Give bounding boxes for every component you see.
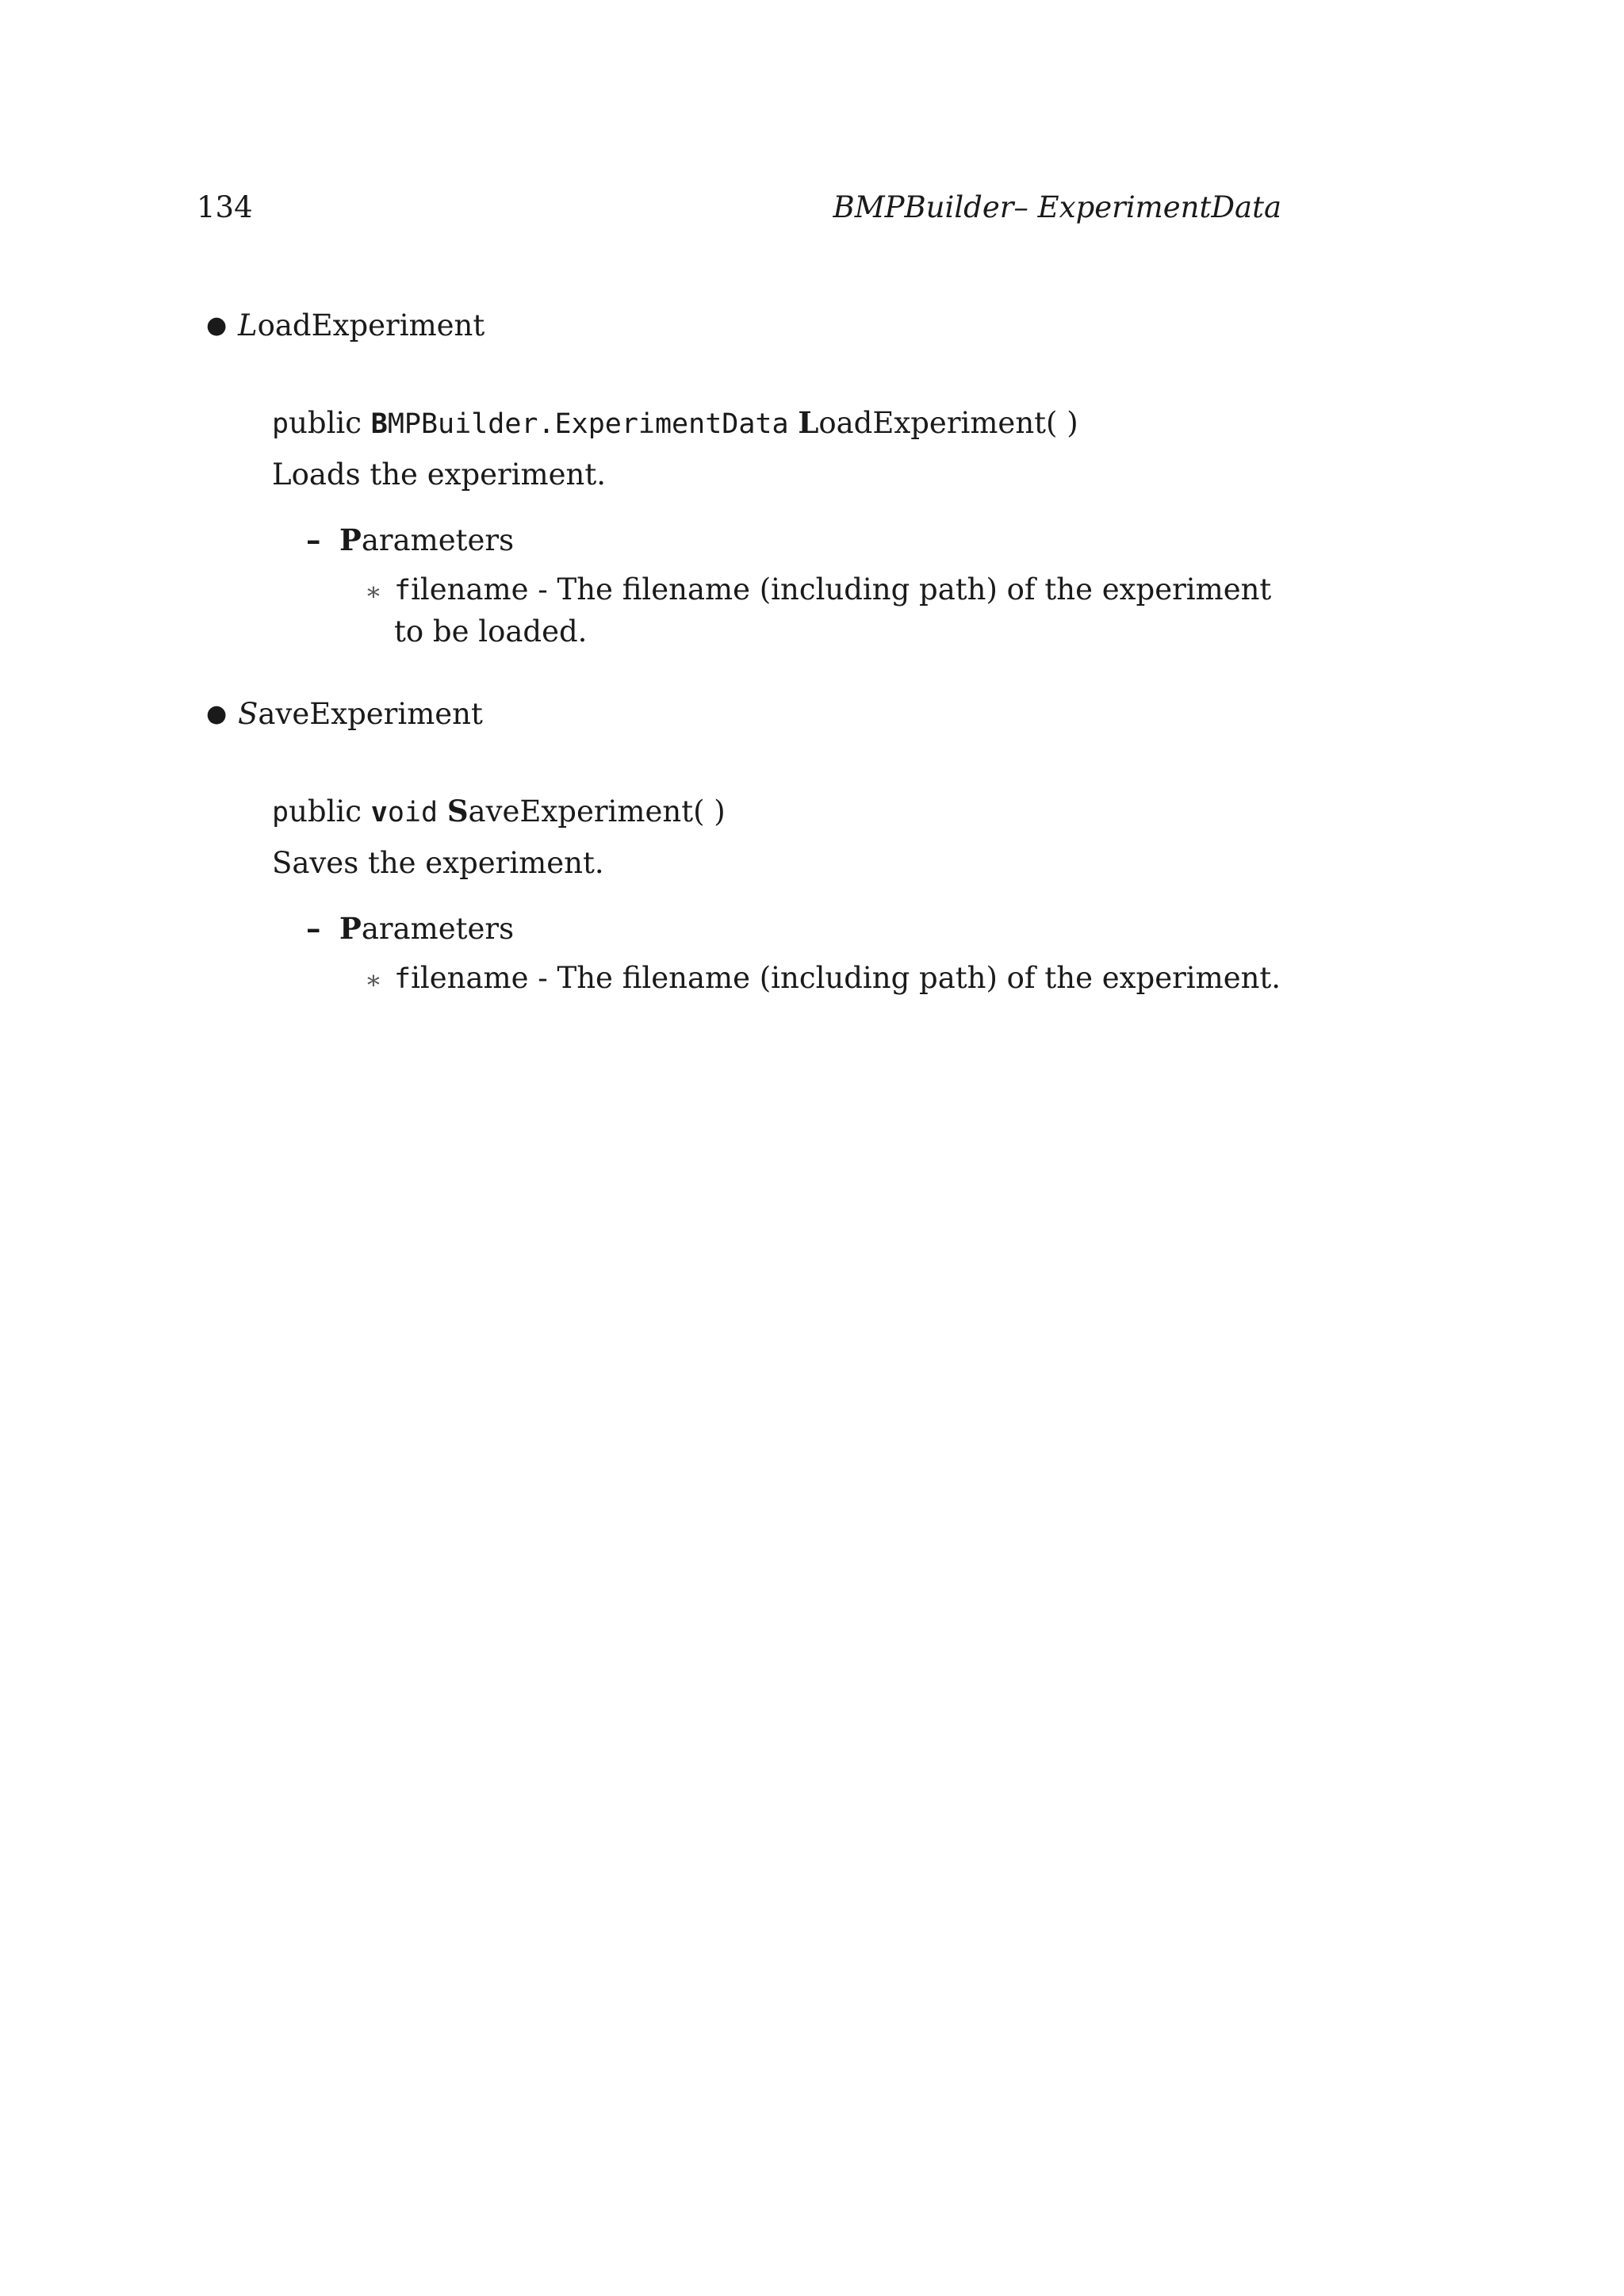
signature-method-name: aveExperiment( ) [468,794,726,828]
parameters-heading-initial: P [339,522,362,557]
signature-return-type: oid [387,797,439,828]
parameters-heading [306,908,514,950]
dash-marker: – [306,911,321,946]
title-rest: oadExperiment [257,308,485,342]
dash-marker: – [306,522,321,557]
method-description: Loads the experiment. [272,457,607,492]
parameter-item [365,958,1285,1000]
signature-modifier: ublic [289,406,362,440]
parameters-heading-label: arameters [361,912,515,946]
parameter-description: ilename - The filename (including path) of the experiment. [411,961,1281,995]
signature-modifier: ublic [289,794,362,828]
asterisk-icon: ∗ [365,965,382,995]
signature-method-initial: L [798,405,819,440]
title-initial: S [238,697,259,731]
parameter-item [365,569,1285,652]
parameter-name-initial: f [394,963,412,995]
asterisk-icon: ∗ [365,576,382,607]
title-rest: aveExperiment [258,697,483,731]
signature-method-initial: S [446,794,469,828]
parameters-heading-label: arameters [361,523,515,557]
signature-modifier-initial: p [272,797,289,828]
method-entry-title [206,694,483,735]
parameters-heading [306,519,514,561]
running-title: BMPBuilder– ExperimentData [833,190,1281,224]
method-signature [272,790,726,833]
bullet-icon: ● [206,312,228,339]
signature-return-type-initial: v [370,797,388,828]
signature-return-type: MPBuilder.ExperimentData [387,408,789,440]
parameters-heading-initial: P [339,911,362,946]
method-description: Saves the experiment. [272,846,604,880]
page-header [197,190,1281,235]
signature-return-type-initial: B [370,408,388,440]
method-signature [272,402,1078,445]
signature-modifier-initial: p [272,408,289,440]
parameter-description: ilename - The filename (including path) of the experiment to be loaded. [394,572,1272,649]
signature-method-name: oadExperiment( ) [818,406,1078,440]
page-number: 134 [197,190,253,224]
parameter-name-initial: f [394,575,412,607]
title-initial: L [238,308,258,342]
bullet-icon: ● [206,700,228,728]
method-entry-title [206,305,485,346]
